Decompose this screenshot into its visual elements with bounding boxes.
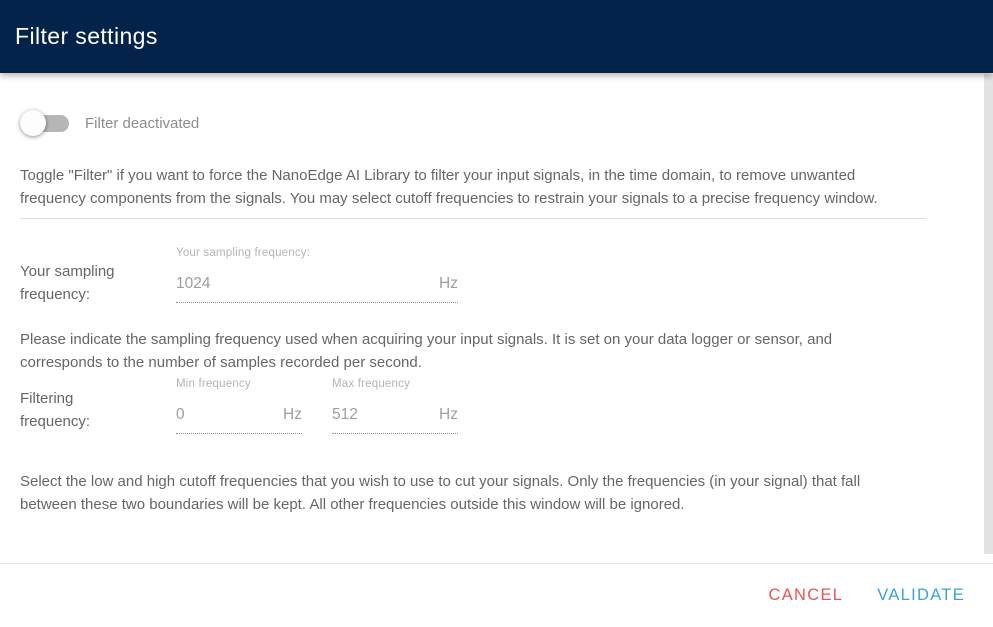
min-frequency-label: Min frequency bbox=[176, 378, 251, 390]
min-frequency-field bbox=[176, 378, 302, 434]
sampling-field-label: Your sampling frequency: bbox=[176, 247, 311, 259]
max-frequency-field bbox=[332, 378, 458, 434]
dialog-title: Filter settings bbox=[15, 23, 158, 49]
max-frequency-label: Max frequency bbox=[332, 378, 411, 390]
section-divider bbox=[20, 218, 926, 219]
min-frequency-unit: Hz bbox=[283, 406, 302, 423]
dialog-footer bbox=[0, 563, 993, 627]
validate-button[interactable]: VALIDATE bbox=[877, 586, 965, 604]
min-frequency-value: 0 bbox=[176, 406, 185, 423]
sampling-row-label: Your sampling frequency: bbox=[20, 263, 115, 303]
max-frequency-input[interactable] bbox=[332, 406, 458, 434]
filtering-row-label: Filtering frequency: bbox=[20, 390, 91, 430]
filter-toggle-label: Filter deactivated bbox=[85, 114, 200, 132]
dialog-body bbox=[0, 110, 993, 516]
filter-toggle-row bbox=[20, 110, 993, 136]
toggle-thumb bbox=[20, 110, 46, 136]
min-frequency-input[interactable] bbox=[176, 406, 302, 434]
max-frequency-unit: Hz bbox=[439, 406, 458, 423]
sampling-frequency-field bbox=[176, 247, 458, 306]
sampling-frequency-unit: Hz bbox=[439, 275, 458, 292]
sampling-frequency-value: 1024 bbox=[176, 275, 211, 292]
cancel-button[interactable]: CANCEL bbox=[768, 586, 844, 604]
max-frequency-value: 512 bbox=[332, 406, 358, 423]
dialog-header bbox=[0, 0, 993, 73]
filtering-description: Select the low and high cutoff frequencies that you wish to use to cut your signals. Only the frequencies (in your signal) that fall between these two boundaries will be kept. All other frequencies outside this window will be ignored. bbox=[20, 473, 861, 513]
filtering-fields bbox=[176, 378, 993, 434]
sampling-frequency-input[interactable] bbox=[176, 275, 458, 303]
sampling-frequency-row bbox=[20, 247, 993, 306]
filter-toggle-switch[interactable] bbox=[20, 110, 72, 136]
vertical-scrollbar[interactable] bbox=[984, 74, 993, 554]
filtering-frequency-row bbox=[20, 378, 993, 434]
sampling-description: Please indicate the sampling frequency used when acquiring your input signals. It is set on your data logger or sensor, and corresponds to the number of samples recorded per second. bbox=[20, 331, 833, 371]
filter-description: Toggle "Filter" if you want to force the NanoEdge AI Library to filter your input signals, in the time domain, to remove unwanted frequency components from the signals. You may select cutoff frequencies to restrain your signals to a precise frequency window. bbox=[20, 167, 878, 207]
